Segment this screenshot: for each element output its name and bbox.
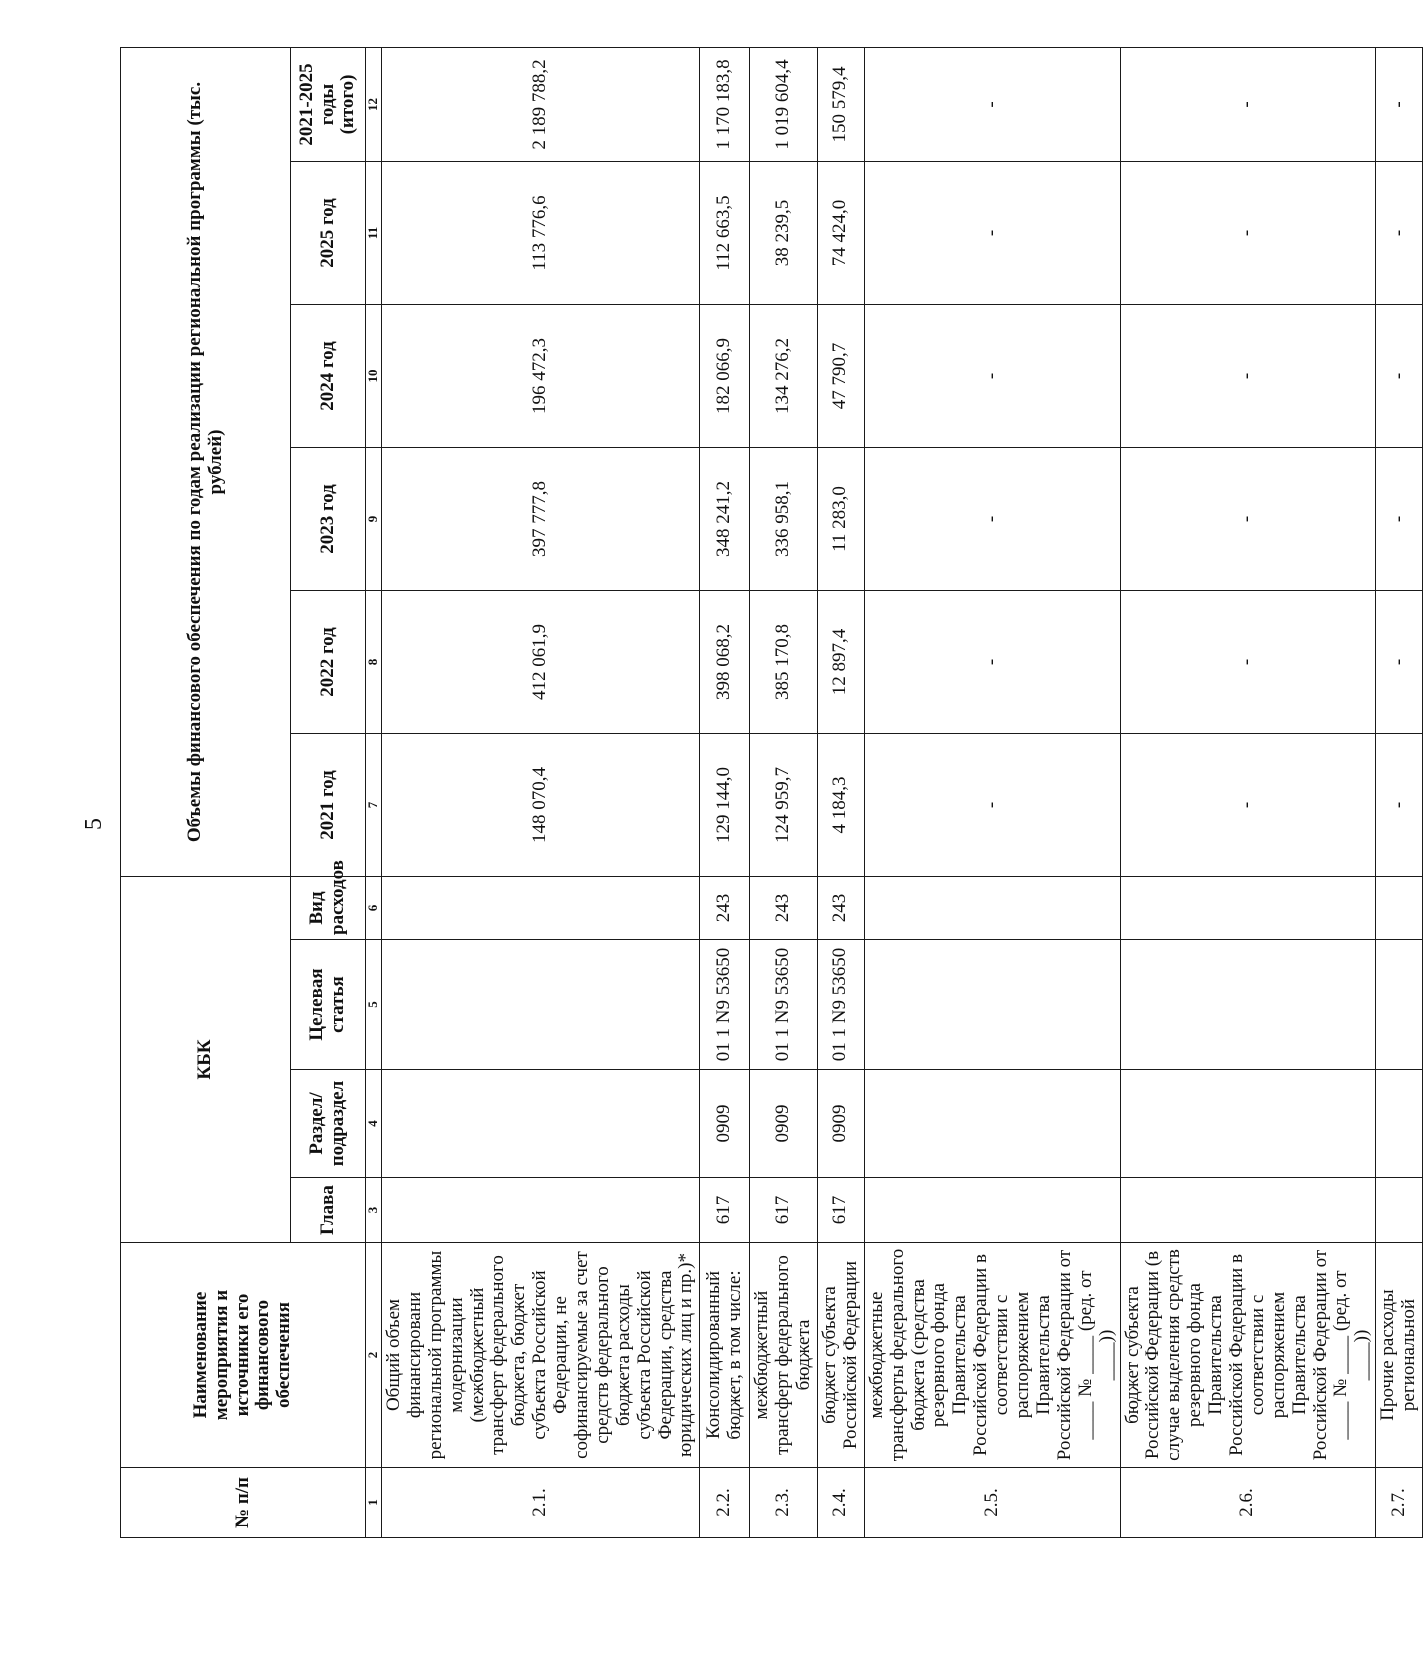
header-name: Наименование мероприятия и источники его финансового обеспечения (121, 1243, 366, 1468)
col-index: 6 (366, 877, 382, 940)
cell-total: 1 019 604,4 (750, 48, 818, 162)
table-row (382, 48, 700, 1538)
table-row (750, 48, 818, 1538)
cell-2024: 47 790,7 (818, 305, 865, 448)
cell-total: 1 170 183,8 (700, 48, 750, 162)
col-index: 4 (366, 1070, 382, 1178)
cell-total: - (864, 48, 1120, 162)
cell-cel: 01 1 N9 53650 (818, 940, 865, 1070)
cell-razdel (1376, 1070, 1423, 1178)
col-index: 11 (366, 162, 382, 305)
cell-name: Консолидированный бюджет, в том числе: (700, 1243, 750, 1468)
cell-2024: - (864, 305, 1120, 448)
header-2021: 2021 год (291, 734, 366, 877)
table-row (1376, 48, 1423, 1538)
cell-razdel: 0909 (818, 1070, 865, 1178)
col-index: 12 (366, 48, 382, 162)
cell-2021: 4 184,3 (818, 734, 865, 877)
cell-name: Прочие расходы региональной (1376, 1243, 1423, 1468)
cell-num: 2.7. (1376, 1468, 1423, 1538)
cell-2025: 113 776,6 (382, 162, 700, 305)
cell-2023: 336 958,1 (750, 448, 818, 591)
header-glava: Глава (291, 1178, 366, 1243)
cell-cel (864, 940, 1120, 1070)
rotated-table-container (120, 48, 1420, 1538)
cell-2024: - (1376, 305, 1423, 448)
cell-cel (1376, 940, 1423, 1070)
col-index: 5 (366, 940, 382, 1070)
cell-cel (382, 940, 700, 1070)
cell-2023: - (1120, 448, 1376, 591)
cell-num: 2.3. (750, 1468, 818, 1538)
header-total: 2021-2025 годы (итого) (291, 48, 366, 162)
financing-table (120, 47, 1423, 1538)
col-index: 9 (366, 448, 382, 591)
cell-cel (1120, 940, 1376, 1070)
table-row (700, 48, 750, 1538)
cell-name: Общий объем финансировани региональной программы модернизации (межбюджетный трансферт федерального бюджета, бюджет субъекта Российской Федерации, не софинансируемые за счет средств федерального бюджета расходы субъекта Российской Федерации, средства юридических лиц и пр.)* (382, 1243, 700, 1468)
cell-2024: 196 472,3 (382, 305, 700, 448)
cell-2023: 348 241,2 (700, 448, 750, 591)
table-row (864, 48, 1120, 1538)
cell-num: 2.5. (864, 1468, 1120, 1538)
cell-vid (1376, 877, 1423, 940)
table-row (1120, 48, 1376, 1538)
cell-2022: 12 897,4 (818, 591, 865, 734)
cell-razdel: 0909 (700, 1070, 750, 1178)
cell-num: 2.6. (1120, 1468, 1376, 1538)
cell-2021: - (1376, 734, 1423, 877)
cell-2023: - (1376, 448, 1423, 591)
cell-2023: 11 283,0 (818, 448, 865, 591)
cell-glava (864, 1178, 1120, 1243)
cell-2025: 112 663,5 (700, 162, 750, 305)
header-razdel: Раздел/ подраздел (291, 1070, 366, 1178)
header-2024: 2024 год (291, 305, 366, 448)
cell-razdel (864, 1070, 1120, 1178)
cell-2023: 397 777,8 (382, 448, 700, 591)
cell-2022: - (1120, 591, 1376, 734)
cell-cel: 01 1 N9 53650 (750, 940, 818, 1070)
cell-total: 150 579,4 (818, 48, 865, 162)
header-volumes: Объемы финансового обеспечения по годам реализации региональной программы (тыс. рублей) (121, 48, 291, 877)
header-2022: 2022 год (291, 591, 366, 734)
cell-glava (1376, 1178, 1423, 1243)
cell-2025: - (1376, 162, 1423, 305)
cell-2021: - (1120, 734, 1376, 877)
cell-glava: 617 (700, 1178, 750, 1243)
cell-cel: 01 1 N9 53650 (700, 940, 750, 1070)
cell-2021: 124 959,7 (750, 734, 818, 877)
header-cel: Целевая статья (291, 940, 366, 1070)
cell-vid (864, 877, 1120, 940)
cell-2025: - (864, 162, 1120, 305)
cell-num: 2.1. (382, 1468, 700, 1538)
column-index-row (366, 48, 382, 1538)
cell-num: 2.2. (700, 1468, 750, 1538)
cell-2022: - (1376, 591, 1423, 734)
cell-vid (382, 877, 700, 940)
cell-vid: 243 (750, 877, 818, 940)
cell-2023: - (864, 448, 1120, 591)
page-number: 5 (81, 818, 107, 830)
cell-2022: 412 061,9 (382, 591, 700, 734)
cell-name: бюджет субъекта Российской Федерации (в случае выделения средств резервного фонда Правительства Российской Федерации в соответствии с распоряжением Правительства Российской Федерации от ____ № ____ (ред. от ____)) (1120, 1243, 1376, 1468)
cell-2024: 134 276,2 (750, 305, 818, 448)
cell-2021: 129 144,0 (700, 734, 750, 877)
cell-2024: - (1120, 305, 1376, 448)
header-2025: 2025 год (291, 162, 366, 305)
cell-2021: - (864, 734, 1120, 877)
cell-vid: 243 (818, 877, 865, 940)
col-index: 2 (366, 1243, 382, 1468)
cell-razdel (382, 1070, 700, 1178)
cell-glava: 617 (750, 1178, 818, 1243)
cell-2022: 385 170,8 (750, 591, 818, 734)
cell-2025: 38 239,5 (750, 162, 818, 305)
cell-2024: 182 066,9 (700, 305, 750, 448)
cell-total: 2 189 788,2 (382, 48, 700, 162)
table-row (818, 48, 865, 1538)
col-index: 8 (366, 591, 382, 734)
header-vid: Вид расходов (291, 877, 366, 940)
cell-name: межбюджетный трансферт федерального бюджета (750, 1243, 818, 1468)
cell-razdel (1120, 1070, 1376, 1178)
col-index: 3 (366, 1178, 382, 1243)
col-index: 10 (366, 305, 382, 448)
col-index: 1 (366, 1468, 382, 1538)
cell-2025: 74 424,0 (818, 162, 865, 305)
col-index: 7 (366, 734, 382, 877)
cell-num: 2.4. (818, 1468, 865, 1538)
cell-name: бюджет субъекта Российской Федерации (818, 1243, 865, 1468)
cell-total: - (1376, 48, 1423, 162)
header-2023: 2023 год (291, 448, 366, 591)
cell-2025: - (1120, 162, 1376, 305)
cell-glava (1120, 1178, 1376, 1243)
header-kbk: КБК (121, 877, 291, 1243)
cell-vid (1120, 877, 1376, 940)
cell-2022: 398 068,2 (700, 591, 750, 734)
cell-2022: - (864, 591, 1120, 734)
cell-glava: 617 (818, 1178, 865, 1243)
cell-razdel: 0909 (750, 1070, 818, 1178)
cell-vid: 243 (700, 877, 750, 940)
cell-name: межбюджетные трансферты федерального бюджета (средства резервного фонда Правительства Российской Федерации в соответствии с распоряжением Правительства Российской Федерации от ____ № ____ (ред. от ____)) (864, 1243, 1120, 1468)
cell-total: - (1120, 48, 1376, 162)
header-num: № п/п (121, 1468, 366, 1538)
cell-2021: 148 070,4 (382, 734, 700, 877)
cell-glava (382, 1178, 700, 1243)
